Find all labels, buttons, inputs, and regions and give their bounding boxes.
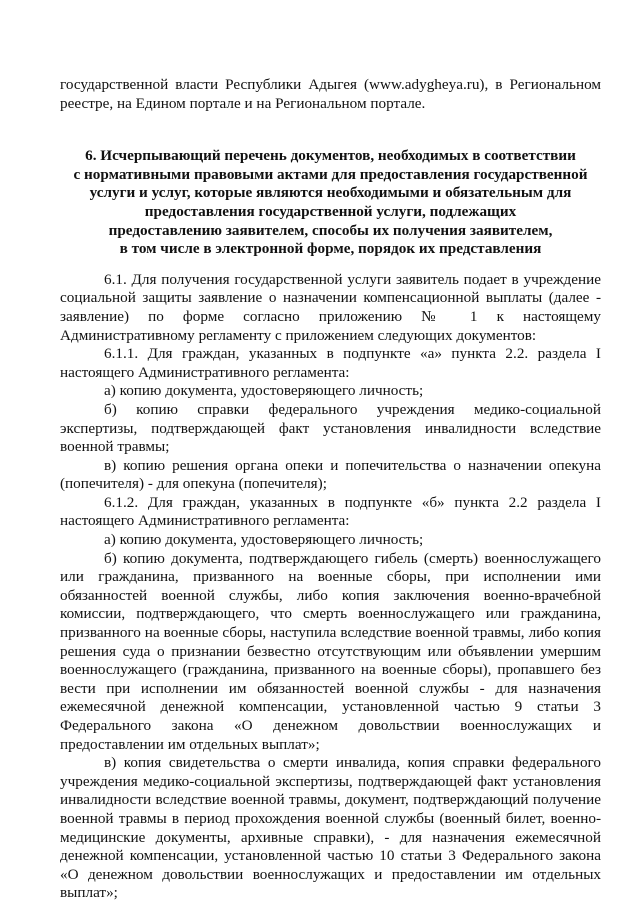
list-item-a: а) копию документа, удостоверяющего личность;: [104, 382, 424, 400]
section-heading-line: услуги и услуг, которые являются необходимыми и обязательным для: [89, 184, 572, 202]
section-heading-line: предоставления государственной услуги, подлежащих: [144, 202, 517, 220]
list-item-b: б) копию документа, подтверждающего гибель (смерть) военнослужащего или гражданина, призванного на военные сборы, при исполнении ими обязанностей военной службы, либо копия заключения военно-врачебной комиссии, подтверждающего, что смерть военнослужащего или гражданина, призванного на военные сборы, наступила вследствие военной травмы, либо копия решения суда о признании безвестно отсутствующим или объявлении умершим военнослужащего (гражданина, призванного на военные сборы), пропавшего без вести при исполнении им обязанностей военной службы - для назначения ежемесячной денежной компенсации, установленной частью 9 статьи 3 Федерального закона «О денежном довольствии военнослужащих и предоставлении им отдельных выплат»;: [60, 549, 601, 753]
list-item-v: в) копия свидетельства о смерти инвалида, копия справки федерального учреждения медико-социальной экспертизы, подтверждающей факт установления инвалидности вследствие военной травмы, документ, подтверждающий получение военной травмы в период прохождения военной службы (военный билет, военно-медицинские документы, архивные справки), - для назначения ежемесячной денежной компенсации, установленной частью 10 статьи 3 Федерального закона «О денежном довольствии военнослужащих и предоставлении им отдельных выплат»;: [60, 754, 601, 902]
list-item-b: б) копию справки федерального учреждения медико-социальной экспертизы, подтверждающей факт установления инвалидности вследствие военной травмы;: [60, 400, 601, 456]
paragraph-6-1: 6.1. Для получения государственной услуги заявитель подает в учреждение социальной защиты заявление о назначении компенсационной выплаты (далее - заявление) по форме согласно приложению № 1 к настоящему Административному регламенту с приложением следующих документов:: [60, 270, 601, 344]
section-heading: [60, 147, 601, 259]
list-item-a: а) копию документа, удостоверяющего личность;: [104, 531, 424, 549]
intro-paragraph: государственной власти Республики Адыгея (www.adygheya.ru), в Региональном реестре, на Едином портале и на Региональном портале.: [60, 76, 601, 112]
section-heading-line: с нормативными правовыми актами для предоставления государственной: [73, 165, 588, 183]
paragraph-6-1-1: 6.1.1. Для граждан, указанных в подпункте «а» пункта 2.2. раздела I настоящего Административного регламента:: [60, 345, 601, 381]
list-item-v: в) копию решения органа опеки и попечительства о назначении опекуна (попечителя) - для опекуна (попечителя);: [60, 456, 601, 493]
section-heading-line: 6. Исчерпывающий перечень документов, необходимых в соответствии: [85, 147, 576, 165]
paragraph-6-1-2: 6.1.2. Для граждан, указанных в подпункте «б» пункта 2.2 раздела I настоящего Административного регламента:: [60, 493, 601, 530]
section-heading-line: предоставлению заявителем, способы их получения заявителем,: [108, 221, 553, 239]
section-heading-line: в том числе в электронной форме, порядок их представления: [119, 240, 542, 258]
document-page: [60, 76, 601, 903]
